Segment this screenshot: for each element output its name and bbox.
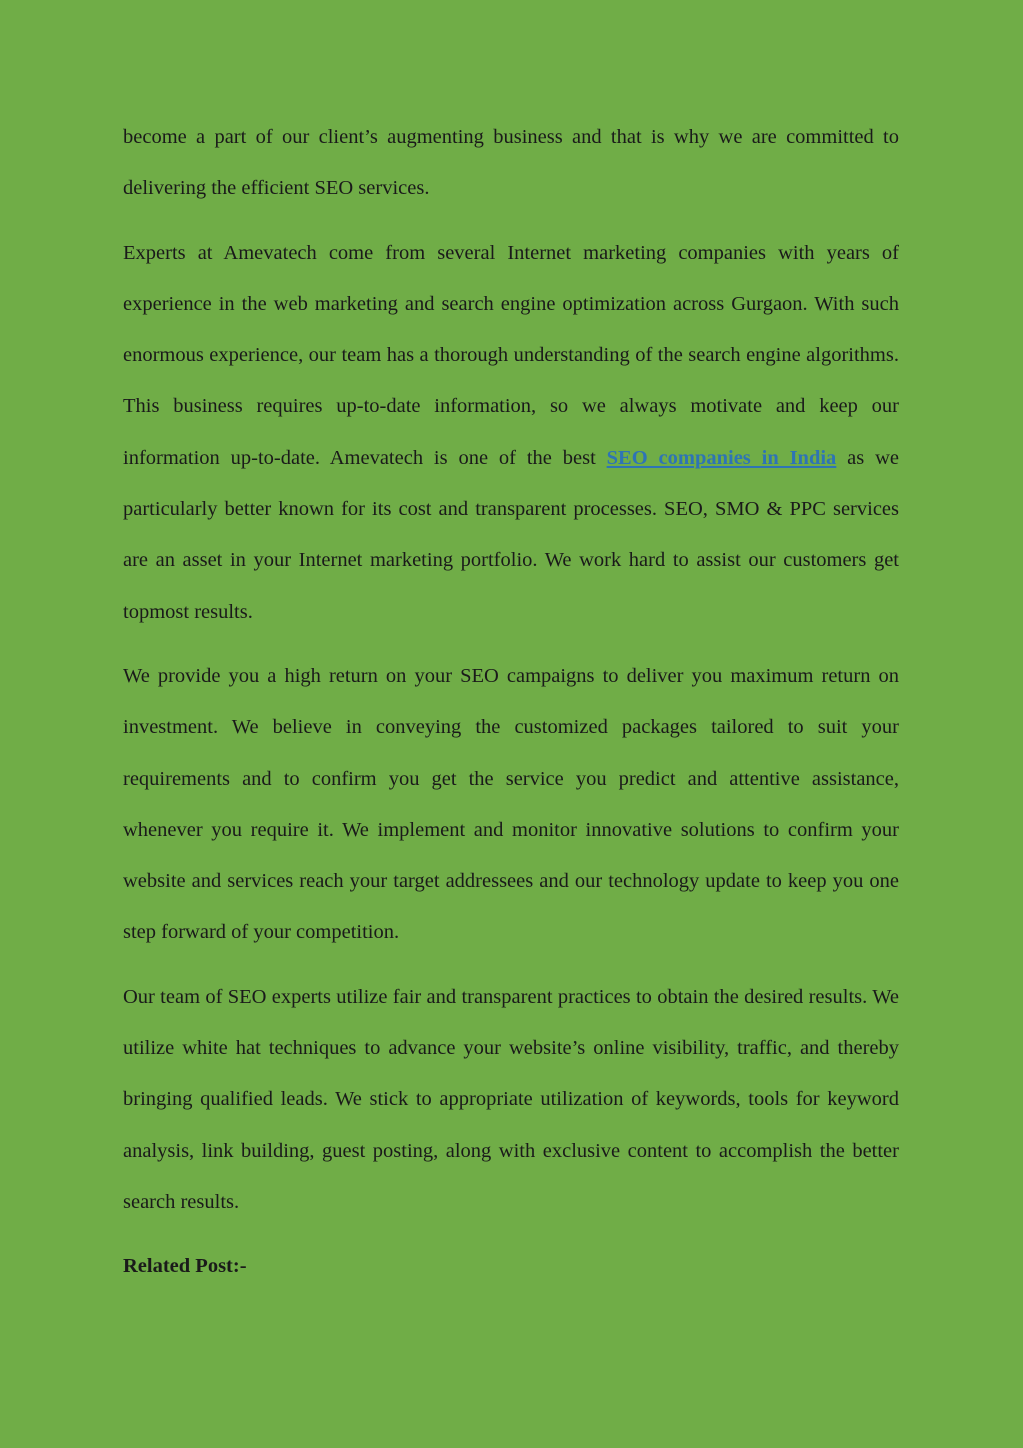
related-post-heading: Related Post:- — [123, 1255, 247, 1278]
paragraph-intro-continuation: become a part of our client’s augmenting business and that is why we are committed to delivering the efficient SEO services. — [123, 126, 899, 200]
paragraph-experts — [123, 228, 899, 638]
paragraph-return-on-investment: We provide you a high return on your SEO campaigns to deliver you maximum return on investment. We believe in conveying the customized packages tailored to suit your requirements and to confirm you get the service you predict and attentive assistance, whenever you require it. We implement and monitor innovative solutions to confirm your website and services reach your target addressees and our technology update to keep you one step forward of your competition. — [123, 664, 899, 944]
document-page — [123, 112, 899, 1293]
paragraph-experts-text-after-link: as we particularly better known for its cost and transparent processes. SEO, SMO & PPC services are an asset in your Internet marketing portfolio. We work hard to assist our customers get topmost results. — [123, 446, 900, 623]
paragraph-experts-text-before-link: Experts at Amevatech come from several Internet marketing companies with years of experience in the web marketing and search engine optimization across Gurgaon. With such enormous experience, our team has a thorough understanding of the search engine algorithms. This business requires up-to-date information, so we always motivate and keep our information up-to-date. Amevatech is one of the best — [123, 241, 899, 469]
seo-companies-india-link[interactable]: SEO companies in India — [606, 446, 837, 469]
paragraph-seo-practices: Our team of SEO experts utilize fair and transparent practices to obtain the desired results. We utilize white hat techniques to advance your website’s online visibility, traffic, and thereby bringing qualified leads. We stick to appropriate utilization of keywords, tools for keyword analysis, link building, guest posting, along with exclusive content to accomplish the better search results. — [123, 985, 899, 1213]
